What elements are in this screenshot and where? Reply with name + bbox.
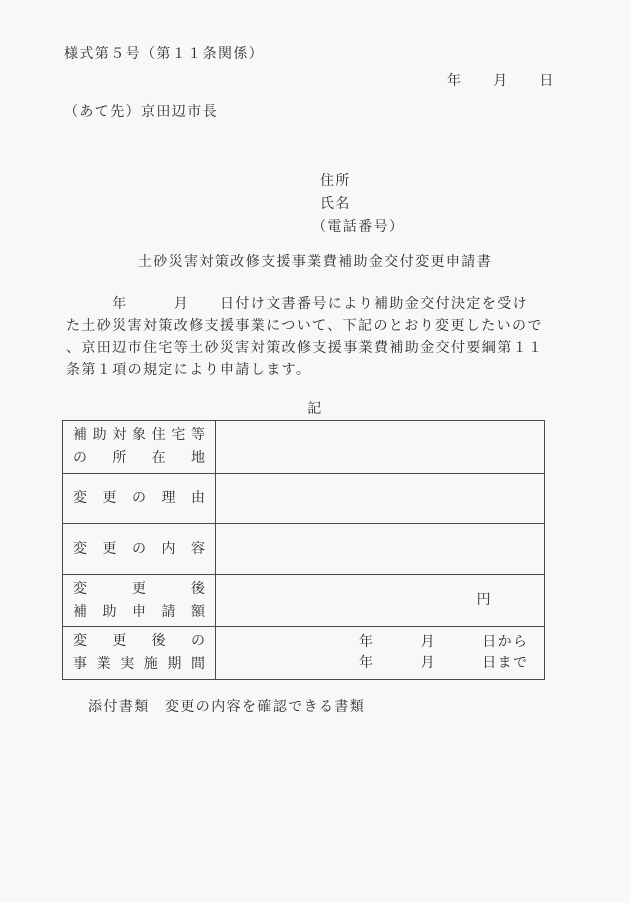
body-line: た土砂災害対策改修支援事業について、下記のとおり変更したいので [66, 319, 543, 334]
address-label: 住所 [320, 174, 351, 189]
label-line: 補助申請額 [73, 604, 205, 620]
document-title: 土砂災害対策改修支援事業費補助金交付変更申請書 [137, 255, 493, 270]
body-line: 条第１項の規定により申請します。 [66, 363, 312, 378]
period-from-line: 年 月 日から [359, 635, 529, 650]
record-marker: 記 [307, 402, 323, 417]
body-line: 年 月 日付け文書番号により補助金交付決定を受け [66, 297, 528, 312]
label-revised-subsidy-amount [63, 575, 216, 626]
label-line: 事業実施期間 [73, 657, 205, 672]
phone-label: （電話番号） [312, 220, 405, 235]
row-change-details [63, 523, 544, 574]
body-line: 、京田辺市住宅等土砂災害対策改修支援事業費補助金交付要綱第１１ [66, 341, 544, 356]
addressee: （あて先）京田辺市長 [64, 105, 218, 120]
row-revised-subsidy-amount [63, 574, 544, 626]
name-label: 氏名 [320, 197, 351, 212]
body-paragraph [66, 294, 543, 382]
form-number: 様式第５号（第１１条関係） [64, 47, 265, 62]
label-line: 変更後 [73, 581, 205, 597]
row-revised-project-period [63, 626, 544, 679]
form-table [62, 420, 545, 680]
label-revised-project-period [63, 627, 216, 679]
field-property-location [216, 421, 544, 473]
label-line: 変更の内容 [73, 541, 205, 557]
attachment-note: 添付書類 変更の内容を確認できる書類 [88, 700, 366, 715]
row-change-reason [63, 473, 544, 523]
applicant-block [312, 170, 404, 239]
label-line: 変更の理由 [73, 491, 205, 506]
label-line: 補助対象住宅等 [73, 428, 205, 443]
label-change-reason [63, 474, 216, 523]
field-revised-project-period [216, 627, 544, 679]
period-to-line: 年 月 日まで [359, 656, 529, 671]
label-line: 変更後の [73, 634, 205, 649]
yen-unit-label: 円 [476, 592, 492, 608]
label-change-details [63, 524, 216, 574]
row-property-location [63, 421, 544, 473]
label-property-location [63, 421, 216, 473]
date-line: 年 月 日 [447, 74, 555, 89]
field-change-details [216, 524, 544, 574]
field-revised-subsidy-amount [216, 575, 544, 626]
field-change-reason [216, 474, 544, 523]
label-line: の所在地 [73, 451, 205, 466]
